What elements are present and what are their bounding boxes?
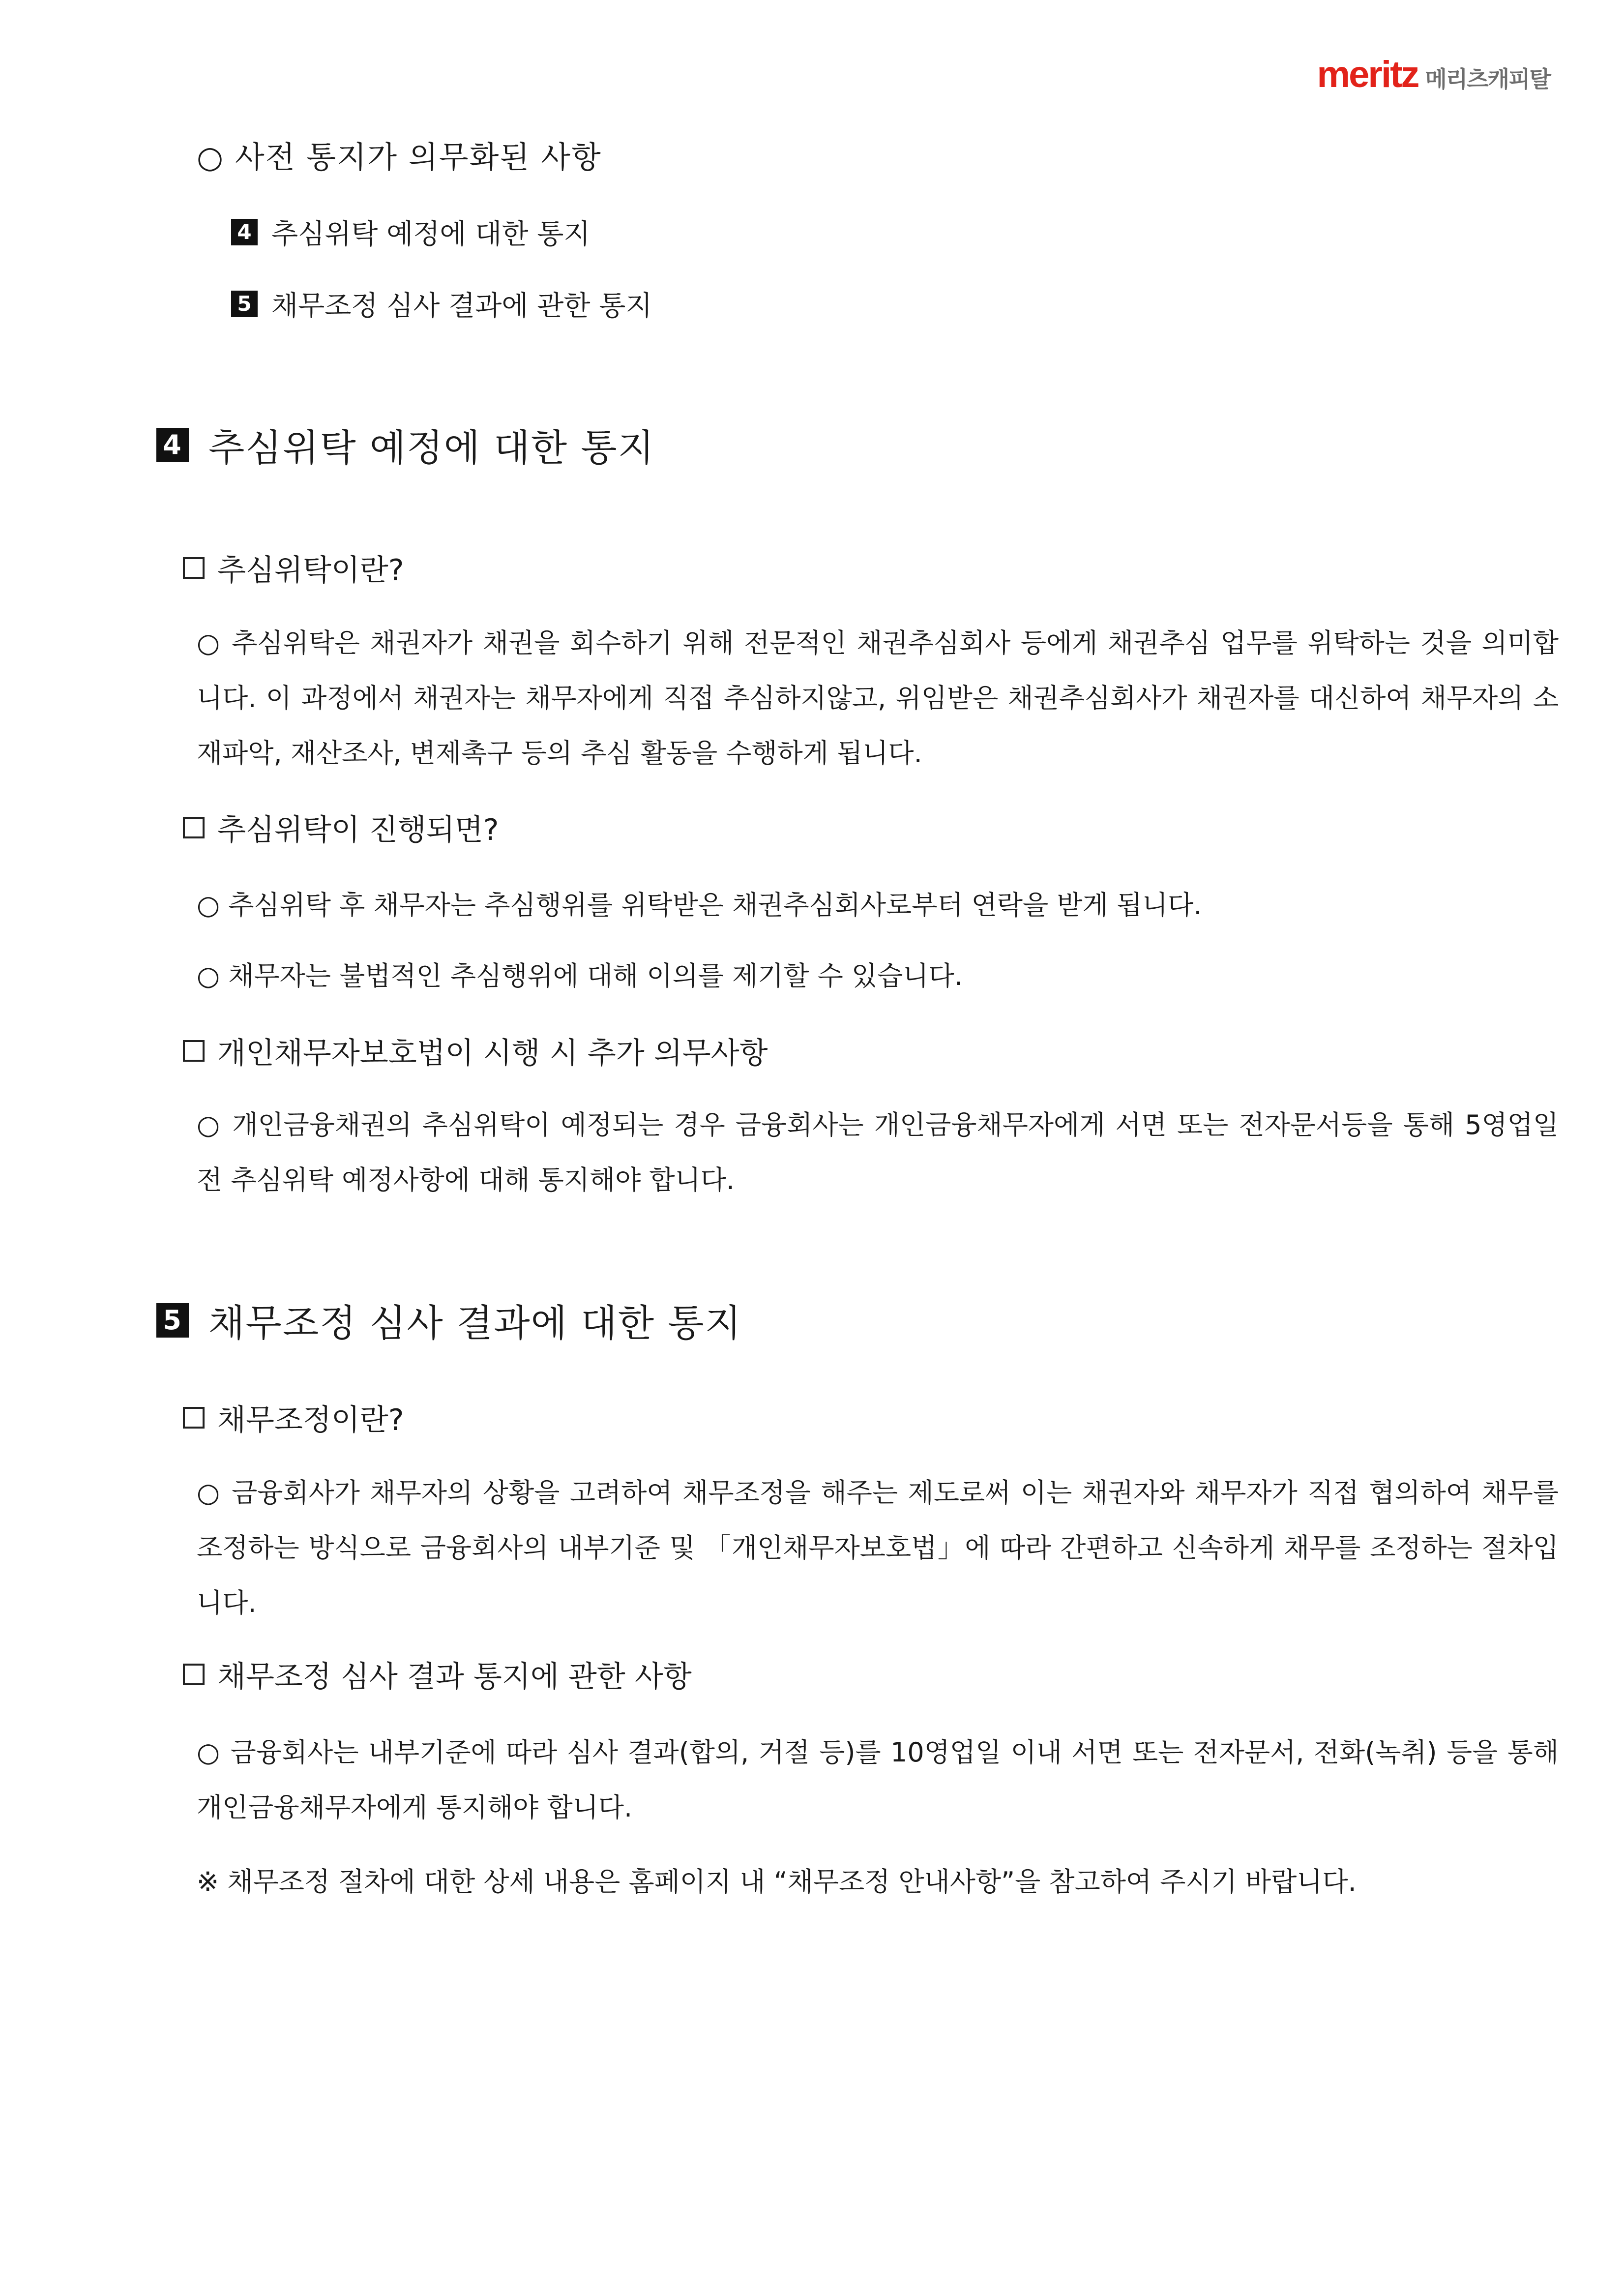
subheading-text: 채무조정 심사 결과 통지에 관한 사항 bbox=[217, 1660, 692, 1694]
square-bullet-icon bbox=[183, 557, 205, 579]
section-number-badge: 4 bbox=[156, 428, 189, 462]
subheading-text: 추심위탁이 진행되면? bbox=[217, 813, 499, 847]
section-5-sub2-heading bbox=[183, 1653, 692, 1696]
number-badge: 4 bbox=[231, 219, 258, 245]
number-badge: 5 bbox=[231, 291, 258, 317]
section-4-sub2-line1: ○ 추심위탁 후 채무자는 추심행위를 위탁받은 채권추심회사로부터 연락을 받게 됩니다. bbox=[197, 890, 1202, 921]
subheading-text: 추심위탁이란? bbox=[217, 553, 404, 588]
square-bullet-icon bbox=[183, 1407, 205, 1429]
section-4-sub3-paragraph: ○ 개인금융채권의 추심위탁이 예정되는 경우 금융회사는 개인금융채무자에게 서면 또는 전자문서등을 통해 5영업일전 추심위탁 예정사항에 대해 통지해야 합니다. bbox=[197, 1109, 1559, 1195]
section-5-note: ※ 채무조정 절차에 대한 상세 내용은 홈페이지 내 “채무조정 안내사항”을 참고하여 주시기 바랍니다. bbox=[197, 1866, 1357, 1897]
intro-item-label: 채무조정 심사 결과에 관한 통지 bbox=[271, 290, 652, 322]
section-4-heading bbox=[156, 418, 655, 472]
section-number-badge: 5 bbox=[156, 1303, 189, 1338]
logo-korean-name: 메리츠캐피탈 bbox=[1425, 66, 1550, 92]
intro-item-4 bbox=[231, 212, 590, 252]
square-bullet-icon bbox=[183, 1664, 205, 1685]
square-bullet-icon bbox=[183, 817, 205, 838]
section-5-sub1-heading bbox=[183, 1397, 404, 1439]
section-5-sub2-paragraph: ○ 금융회사는 내부기준에 따라 심사 결과(합의, 거절 등)를 10영업일 이내 서면 또는 전자문서, 전화(녹취) 등을 통해 개인금융채무자에게 통지해야 합니다. bbox=[197, 1737, 1559, 1823]
section-4-sub1-paragraph: ○ 추심위탁은 채권자가 채권을 회수하기 위해 전문적인 채권추심회사 등에게 채권추심 업무를 위탁하는 것을 의미합니다. 이 과정에서 채권자는 채무자에게 직접 추심하지않고, 위임받은 채권추심회사가 채권자를 대신하여 채무자의 소재파악, 재산조사, 변제촉구 등의 추심 활동을 수행하게 됩니다. bbox=[197, 627, 1559, 769]
intro-item-5 bbox=[231, 284, 652, 324]
intro-item-label: 추심위탁 예정에 대한 통지 bbox=[271, 218, 591, 250]
section-4-sub1-heading bbox=[183, 547, 404, 589]
subheading-text: 개인채무자보호법이 시행 시 추가 의무사항 bbox=[217, 1036, 768, 1071]
logo-wordmark: meritz bbox=[1317, 54, 1418, 95]
section-4-sub2-heading bbox=[183, 806, 499, 849]
square-bullet-icon bbox=[183, 1040, 205, 1062]
section-title: 채무조정 심사 결과에 대한 통지 bbox=[208, 1301, 742, 1345]
section-title: 추심위탁 예정에 대한 통지 bbox=[208, 426, 655, 470]
section-5-heading bbox=[156, 1293, 742, 1347]
section-4-sub3-heading bbox=[183, 1030, 768, 1072]
company-logo bbox=[1317, 53, 1550, 96]
section-4-sub2-line2: ○ 채무자는 불법적인 추심행위에 대해 이의를 제기할 수 있습니다. bbox=[197, 960, 963, 991]
section-5-sub1-paragraph: ○ 금융회사가 채무자의 상황을 고려하여 채무조정을 해주는 제도로써 이는 채권자와 채무자가 직접 협의하여 채무를 조정하는 방식으로 금융회사의 내부기준 및 「개인채무자보호법」에 따라 간편하고 신속하게 채무를 조정하는 절차입니다. bbox=[197, 1477, 1559, 1618]
subheading-text: 채무조정이란? bbox=[217, 1403, 404, 1437]
intro-heading: ○ 사전 통지가 의무화된 사항 bbox=[197, 139, 602, 175]
